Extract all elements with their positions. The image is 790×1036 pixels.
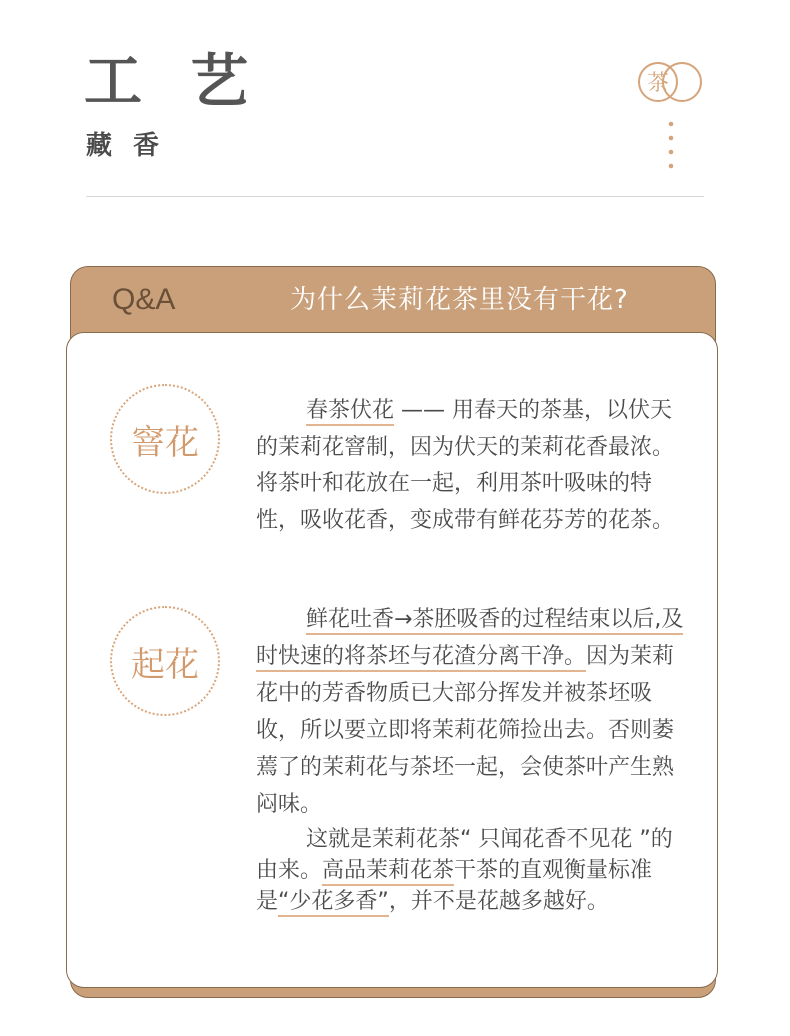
conclusion-part1: 这就是茉莉花茶“ 只闻花香不见花 ”的由来。: [256, 827, 673, 883]
conclusion-part2: 干茶的直观衡量标准是: [256, 858, 653, 914]
divider: [86, 196, 704, 197]
badge-removing-flowers: 起花: [110, 606, 220, 716]
term-less-flower-more-fragrance: “少花多香”: [278, 889, 389, 917]
paragraph-removing-flowers-text: 因为茉莉花中的芳香物质已大部分挥发并被茶坯吸收，所以要立即将茉莉花筛捡出去。否则萎蔫了的茉莉花与茶坯一起，会使茶叶产生熟闷味。: [256, 644, 675, 817]
qa-label: Q&A: [112, 283, 176, 316]
page-subtitle: 藏 香: [86, 131, 166, 161]
conclusion-part3: ，并不是花越多越好。: [388, 889, 609, 914]
tea-logo-icon: [636, 58, 704, 106]
paragraph-removing-flowers: [256, 601, 686, 823]
logo-text: 茶: [646, 71, 670, 96]
page-title: 工 艺: [84, 47, 263, 115]
term-separation-process: 鲜花吐香→茶胚吸香的过程结束以后,及时快速的将茶坯与花渣分离干净。: [256, 607, 683, 672]
paragraph-scenting: [256, 393, 686, 539]
badge-scenting: 窨花: [110, 384, 220, 494]
paragraph-conclusion: [256, 824, 686, 917]
paragraph-scenting-text: —— 用春天的茶基，以伏天的茉莉花窨制，因为伏天的茉莉花香最浓。将茶叶和花放在一起，利用茶叶吸味的特性，吸收花香，变成带有鲜花芬芳的花茶。: [256, 398, 675, 533]
term-spring-tea-summer-flower: 春茶伏花: [306, 398, 394, 426]
term-premium-jasmine-tea: 高品茉莉花茶: [322, 858, 454, 886]
qa-question: 为什么茉莉花茶里没有干花?: [290, 285, 629, 315]
vertical-dots-decoration: [667, 120, 675, 172]
